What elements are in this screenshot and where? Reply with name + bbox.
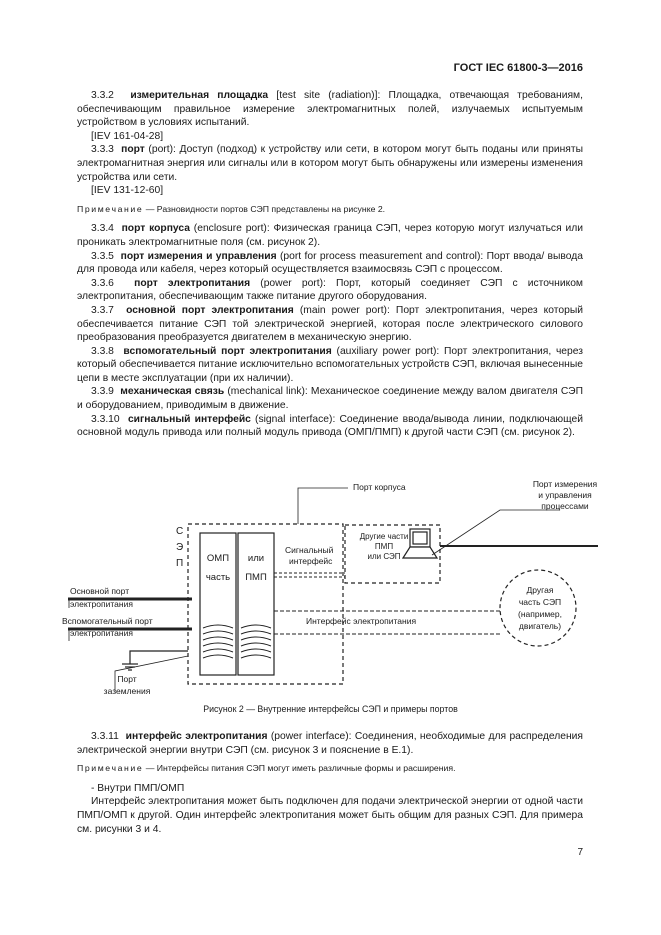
measure-port-label: Порт измерения [532, 479, 598, 489]
definition-3-3-3: 3.3.3 порт (port): Доступ (подход) к устройству или сети, в котором могут быть поданы или приняты электромагнитная энергия или сигналы или в котором могут быть обнаружены или измерены изменения устройства или сети. [77, 144, 583, 183]
part-label: часть [205, 572, 231, 583]
ili-label: или [247, 553, 265, 564]
other-sep-label: Другая [526, 585, 554, 595]
sep-letter: П [176, 558, 184, 569]
term: порт [121, 144, 145, 156]
other-sep-label: часть СЭП [518, 597, 562, 607]
note: Примечание — Разновидности портов СЭП представлены на рисунке 2. [77, 203, 386, 214]
measure-port-label: и управления [538, 490, 592, 500]
signal-iface-label: интерфейс [289, 556, 333, 566]
leader-lines [69, 488, 560, 691]
document-header: ГОСТ IEC 61800-3—2016 [453, 62, 583, 74]
port-diagram-svg [60, 476, 600, 711]
other-parts-label: Другие части [359, 532, 409, 541]
definition-3-3-2: 3.3.2 измерительная площадка [test site (radiation)]: Площадка, отвечающая требованиям, обеспечивающим правильное измерение электромагнитных полей, излучаемых испытуемым устройством в условиях испытаний. [77, 90, 583, 129]
omp-label: ОМП [206, 553, 230, 564]
definition-3-3-6: 3.3.6 порт электропитания (power port): Порт, который соединяет СЭП с источником электропитания, обеспечивающим также питание другого оборудования. [77, 277, 583, 303]
other-sep-label: (например, [518, 609, 562, 619]
other-parts-label: ПМП [374, 542, 394, 551]
power-iface-label: Интерфейс электропитания [306, 616, 417, 626]
reference: [IEV 161-04-28] [91, 130, 164, 142]
note: Примечание — Интерфейсы питания СЭП могут иметь различные формы и расширения. [77, 763, 456, 774]
term: порт корпуса [121, 223, 190, 235]
other-sep-label: двигатель) [518, 621, 562, 631]
other-sep-motor [500, 570, 576, 646]
page-number: 7 [577, 847, 583, 858]
term: основной порт электропитания [126, 304, 294, 316]
term: сигнальный интерфейс [127, 413, 251, 425]
term: интерфейс электропитания [125, 731, 268, 742]
enclosure-port-label: Порт корпуса [353, 482, 406, 492]
definition-3-3-11: 3.3.11 интерфейс электропитания (power interface): Соединения, необходимые для распределения электрической энергии внутри СЭП (см. рисунок 3 и пояснение в Е.1). [77, 731, 584, 756]
definition-3-3-5: 3.3.5 порт измерения и управления (port for process measurement and control): Порт ввода/ вывода для провода или кабеля, через который осуществляется взаимосвязь СЭП с процессом. [77, 250, 583, 276]
definitions-block-2 [77, 730, 583, 836]
definition-3-3-7: 3.3.7 основной порт электропитания (main power port): Порт электропитания, через который обеспечивается питание СЭП той электрической энергией, которая после электрического силового преобразования преобразуется двигателем в механическую энергию. [77, 304, 583, 344]
figure-caption: Рисунок 2 — Внутренние интерфейсы СЭП и примеры портов [203, 704, 458, 714]
term: порт измерения и управления [120, 250, 277, 262]
other-parts-label: или СЭП [367, 552, 401, 561]
reference: [IEV 131-12-60] [91, 185, 164, 197]
signal-iface-label: Сигнальный [285, 545, 334, 555]
aux-power-port-label: электропитания [70, 628, 133, 638]
term: измерительная площадка [130, 90, 269, 101]
definition-3-3-9: 3.3.9 механическая связь (mechanical link): Механическое соединение между валом двигателя СЭП и оборудованием, приводимым в движение. [77, 386, 583, 412]
ground-port-label: Порт [117, 674, 137, 684]
sep-letter: С [176, 526, 184, 537]
figure-2-diagram [60, 476, 600, 711]
main-power-port-label: Основной порт [70, 586, 130, 596]
term: механическая связь [120, 386, 225, 398]
ground-icon [122, 651, 188, 670]
main-power-port-label: электропитания [70, 599, 133, 609]
measure-port-label: процессами [541, 501, 589, 511]
paragraph: Интерфейс электропитания может быть подключен для подачи электрической энергии от одной части ПМП/ОМП к другой. Один интерфейс электропитания может быть общим для разных СЭП. Для примера см. рисунки 3 и 4. [77, 796, 583, 835]
definition-3-3-4: 3.3.4 порт корпуса (enclosure port): Физическая граница СЭП, через которую могут излучаться или проникать электромагнитные поля (см. рисунок 2). [77, 223, 583, 248]
definitions-block [77, 89, 583, 440]
pmp-label: ПМП [245, 572, 267, 583]
term: порт электропитания [134, 277, 251, 289]
term: вспомогательный порт электропитания [123, 345, 332, 357]
definition-3-3-8: 3.3.8 вспомогательный порт электропитания (auxiliary power port): Порт электропитания, через который обеспечивается питание исключительно вспомогательных устройств СЭП, включая вынесенные цепи в месте эксплуатации (при их наличии). [77, 345, 583, 384]
ground-port-label: заземления [103, 686, 151, 696]
subheading: - Внутри ПМП/ОМП [91, 782, 185, 794]
definition-3-3-10: 3.3.10 сигнальный интерфейс (signal interface): Соединение ввода/вывода линии, подключающей основной модуль привода или полный модуль привода (ОМП/ПМП) к другой части СЭП (см. рисунок 2). [77, 413, 583, 439]
aux-power-port-label: Вспомогательный порт [62, 616, 153, 626]
sep-letter: Э [176, 542, 184, 553]
